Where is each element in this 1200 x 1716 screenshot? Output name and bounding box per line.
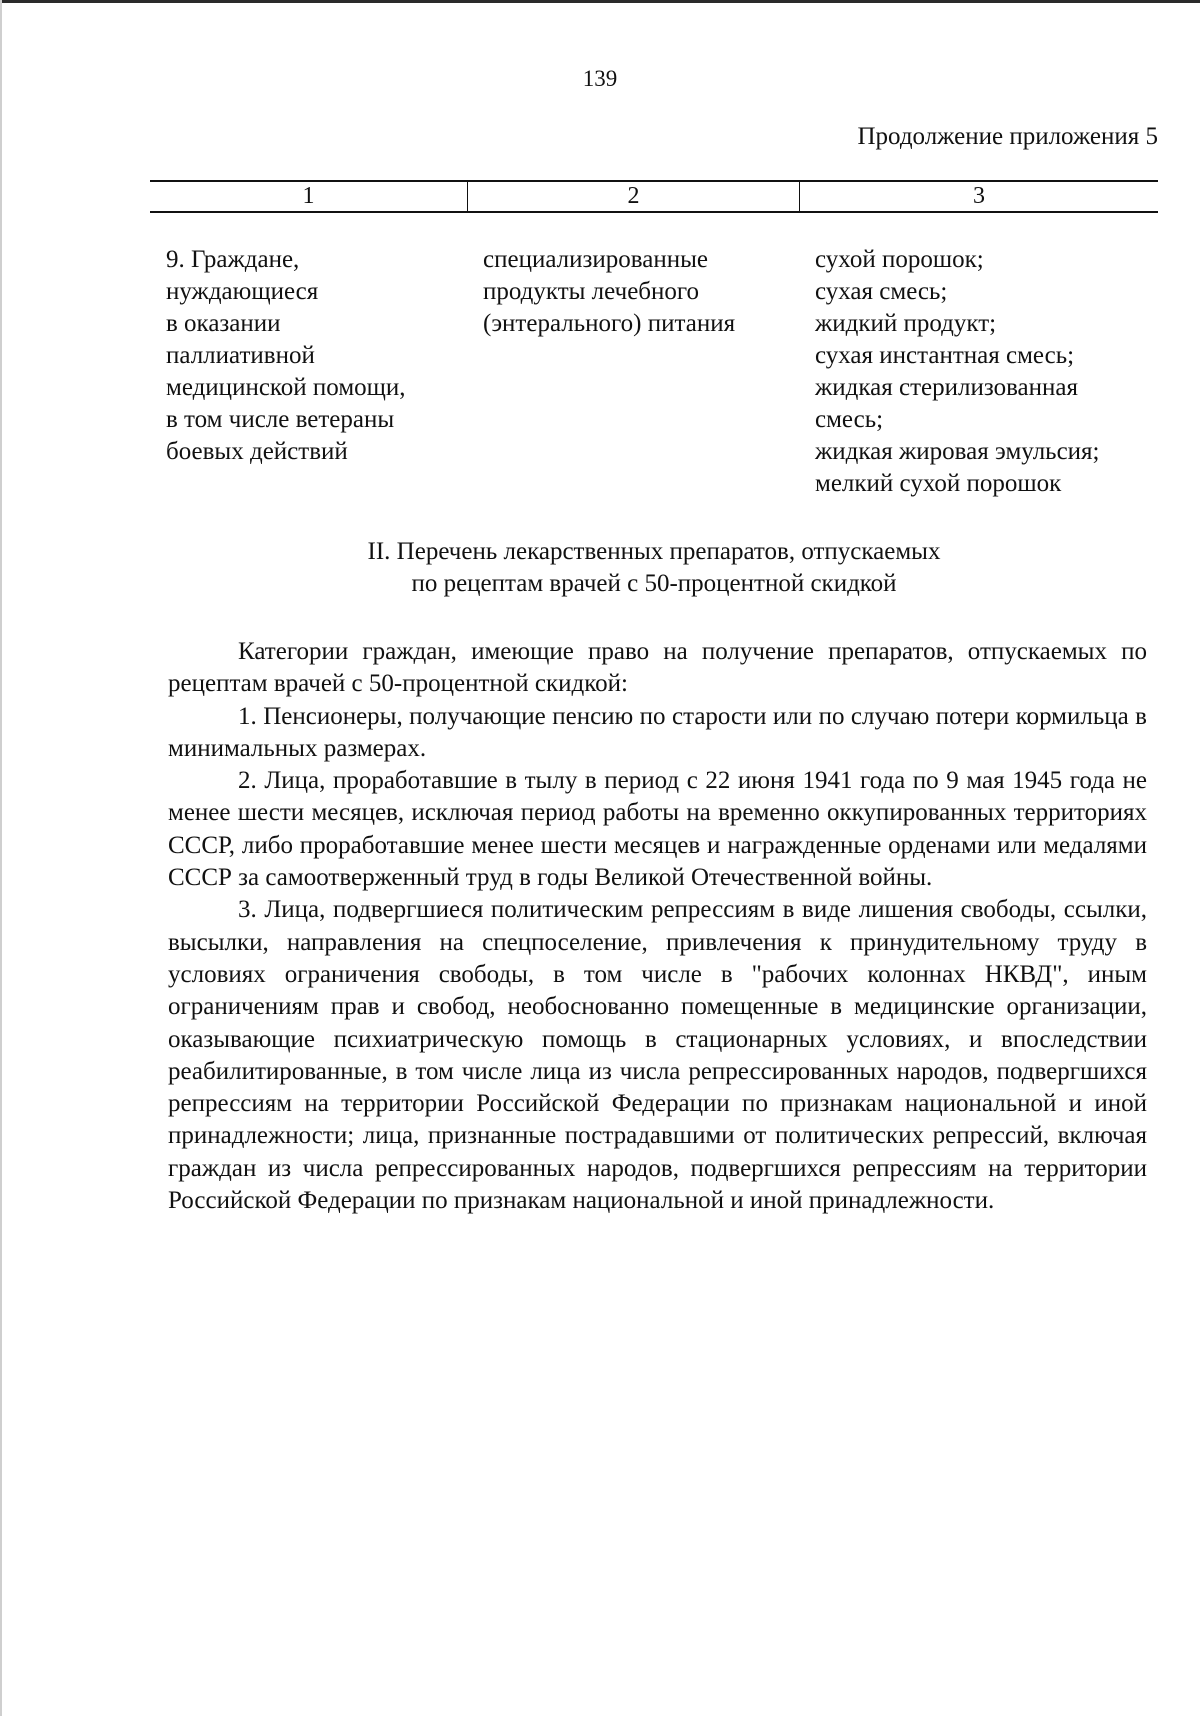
cell-line: специализированные xyxy=(483,246,708,273)
intro-paragraph: Категории граждан, имеющие право на получение препаратов, отпускаемых по рецептам врачей с 50-процентной скидкой: xyxy=(168,638,1147,698)
table-cell-product-type xyxy=(483,244,803,340)
table-header-col-1: 1 xyxy=(150,182,468,211)
cell-line: сухая инстантная смесь; xyxy=(815,342,1075,369)
scan-top-border xyxy=(0,0,1200,3)
section-heading xyxy=(150,536,1158,600)
cell-line: (энтерального) питания xyxy=(483,310,736,337)
section-heading-line-1: II. Перечень лекарственных препаратов, отпускаемых xyxy=(367,538,941,565)
page-number: 139 xyxy=(582,66,618,91)
body-text xyxy=(168,636,1147,1217)
cell-line: смесь; xyxy=(815,406,884,433)
cell-line: жидкая жировая эмульсия; xyxy=(815,438,1100,465)
cell-line: продукты лечебного xyxy=(483,278,700,305)
cell-line: в оказании xyxy=(166,310,281,337)
cell-line: нуждающиеся xyxy=(166,278,319,305)
list-item-2: 2. Лица, проработавшие в тылу в период с 22 июня 1941 года по 9 мая 1945 года не менее шести месяцев, исключая период работы на временно оккупированных территориях СССР, либо проработавшие менее шести месяцев и награжденные орденами или медалями СССР за самоотверженный труд в годы Великой Отечественной войны. xyxy=(168,767,1147,892)
cell-line: жидкий продукт; xyxy=(815,310,997,337)
table-header-row xyxy=(150,180,1158,213)
table-header-col-3: 3 xyxy=(973,183,985,209)
appendix-continuation-label: Продолжение приложения 5 xyxy=(857,123,1158,150)
table-header-col-2: 2 xyxy=(468,182,800,211)
cell-line: медицинской помощи, xyxy=(166,374,406,401)
cell-line: боевых действий xyxy=(166,438,348,465)
section-heading-line-2: по рецептам врачей с 50-процентной скидкой xyxy=(411,570,897,597)
table-cell-product-forms xyxy=(815,244,1175,500)
cell-line: паллиативной xyxy=(166,342,315,369)
table-cell-citizen-category xyxy=(166,244,456,468)
cell-line: в том числе ветераны xyxy=(166,406,395,433)
scan-left-border xyxy=(0,0,2,1716)
cell-line: жидкая стерилизованная xyxy=(815,374,1078,401)
cell-line: сухой порошок; xyxy=(815,246,984,273)
cell-line: мелкий сухой порошок xyxy=(815,470,1062,497)
list-item-3: 3. Лица, подвергшиеся политическим репрессиям в виде лишения свободы, ссылки, высылки, направления на спецпоселение, привлечения к принудительному труду в условиях ограничения свободы, в том числе в "рабочих колоннах НКВД", иным ограничениям прав и свобод, необоснованно помещенные в медицинские организации, оказывающие психиатрическую помощь в стационарных условиях, и впоследствии реабилитированные, в том числе лица из числа репрессированных народов, подвергшихся репрессиям на территории Российской Федерации по признакам национальной и иной принадлежности; лица, признанные пострадавшими от политических репрессий, включая граждан из числа репрессированных народов, подвергшихся репрессиям на территории Российской Федерации по признакам национальной и иной принадлежности. xyxy=(168,896,1147,1215)
cell-line: 9. Граждане, xyxy=(166,246,300,273)
list-item-1: 1. Пенсионеры, получающие пенсию по старости или по случаю потери кормильца в минимальных размерах. xyxy=(168,702,1147,762)
cell-line: сухая смесь; xyxy=(815,278,948,305)
